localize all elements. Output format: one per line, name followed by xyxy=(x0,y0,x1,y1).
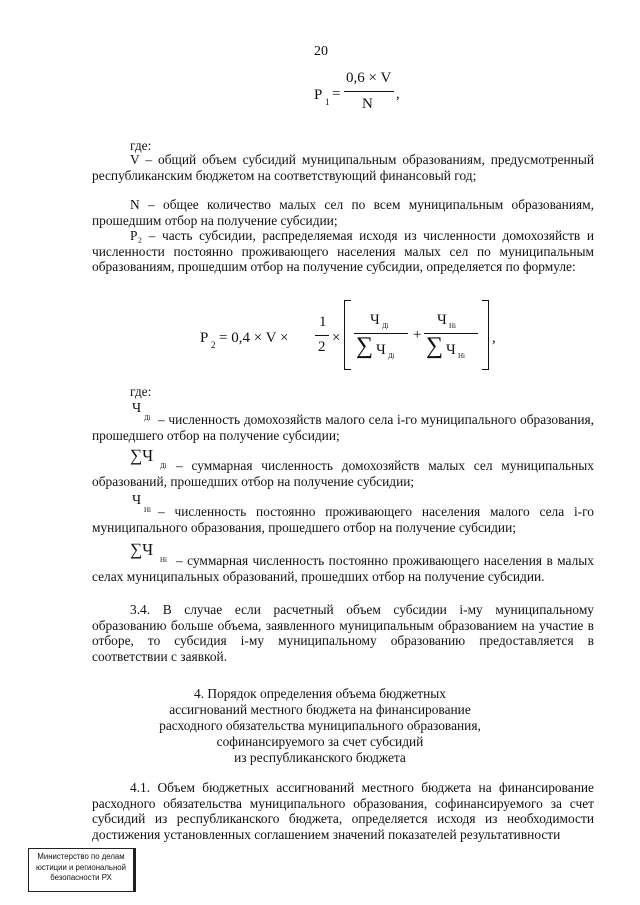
page-number: 20 xyxy=(314,44,328,59)
section-4-heading-line: из республиканского бюджета xyxy=(234,750,406,765)
formula2-lhs: P xyxy=(200,330,209,346)
formula2-lhs-sub: 2 xyxy=(211,340,216,350)
definition-ch-d: – численность домохозяйств малого села i-го муниципального образования, прошедшего отбор на получение субсидии; xyxy=(92,412,594,443)
symbol-ch-n-sub: Нi xyxy=(144,506,151,514)
symbol-sum-ch-n: ∑Ч xyxy=(130,540,154,559)
formula1-fraction-bar xyxy=(344,91,394,92)
formula2-left-bracket xyxy=(344,300,351,370)
formula2-plus: + xyxy=(413,327,422,343)
formula2-term1-den-sub: Дi xyxy=(388,352,395,360)
formula2-times: × xyxy=(332,330,341,346)
formula2-half-num: 1 xyxy=(319,314,327,330)
formula2-half-den: 2 xyxy=(318,339,326,355)
definition-v: V – общий объем субсидий муниципальным образованиям, предусмотренный республиканским бюджетом на соответствующий финансовый год; xyxy=(92,152,594,183)
formula2-term1-num: Ч xyxy=(370,312,380,328)
where-label-1: где: xyxy=(130,138,152,153)
formula2-right-bracket xyxy=(482,300,489,370)
definition-sum-ch-d: – суммарная численность домохозяйств малых сел муниципальных образований, прошедших отбор на получение субсидии; xyxy=(92,458,594,489)
symbol-ch-d-sub: Дi xyxy=(144,414,151,422)
symbol-ch-n: Ч xyxy=(132,493,142,508)
section-4-heading-line: 4. Порядок определения объема бюджетных xyxy=(194,686,446,701)
symbol-sum-ch-n-sub: Нi xyxy=(160,556,167,564)
definition-p2: P₂ – часть субсидии, распределяемая исходя из численности домохозяйств и численности постоянно проживающего населения малых сел по муниципальным образованиям, прошедшим отбор на получение субсидии, определяется по формуле: xyxy=(92,228,594,274)
definition-n: N – общее количество малых сел по всем муниципальным образованиям, прошедшим отбор на получение субсидии; xyxy=(92,197,594,228)
section-4-heading-line: софинансируемого за счет субсидий xyxy=(216,734,424,749)
definition-sum-ch-n: – суммарная численность постоянно проживающего населения в малых селах муниципальных образований, прошедших отбор на получение субсидии. xyxy=(92,553,594,584)
formula1-tail: , xyxy=(396,86,400,102)
paragraph-4-1: 4.1. Объем бюджетных ассигнований местного бюджета на финансирование расходного обязательства муниципального образования, софинансируемого за счет субсидий из республиканского бюджета, определяется исходя из необходимости достижения установленных соглашением значений показателей результативности xyxy=(92,780,594,842)
definition-ch-n: – численность постоянно проживающего населения малого села i-го муниципального образования, прошедшего отбор на получение субсидии; xyxy=(92,504,594,535)
formula2-half-bar xyxy=(315,335,329,336)
section-4-heading-line: расходного обязательства муниципального образования, xyxy=(159,718,481,733)
stamp-line: юстиции и региональной xyxy=(36,862,126,872)
stamp-line: Министерство по делам xyxy=(37,852,125,861)
symbol-ch-d: Ч xyxy=(132,401,142,416)
formula2-term2-num-sub: Нi xyxy=(449,322,456,330)
formula1-lhs: P xyxy=(314,87,323,103)
formula1-lhs-sub: 1 xyxy=(325,97,330,107)
formula2-term1-den: Ч xyxy=(376,342,386,358)
formula2-term2-sigma: ∑ xyxy=(426,333,444,359)
ministry-stamp xyxy=(28,848,136,892)
formula2-term1-num-sub: Дi xyxy=(382,322,389,330)
symbol-sum-ch-d: ∑Ч xyxy=(130,446,154,465)
symbol-sum-ch-d-sub: Дi xyxy=(160,462,167,470)
formula2-term1-sigma: ∑ xyxy=(356,333,374,359)
formula1-eq: = xyxy=(332,86,341,102)
paragraph-3-4: 3.4. В случае если расчетный объем субсидии i-му муниципальному образованию больше объема, заявленного муниципальным образованием на участие в отборе, то субсидия i-му муниципальному образованию предоставляется в соответствии с заявкой. xyxy=(92,602,594,664)
formula2-term2-den: Ч xyxy=(446,342,456,358)
formula2-term2-num: Ч xyxy=(437,312,447,328)
formula1-denominator: N xyxy=(362,96,373,112)
formula1-numerator: 0,6 × V xyxy=(346,70,392,86)
formula2-term2-den-sub: Нi xyxy=(458,352,465,360)
stamp-line: безопасности РХ xyxy=(50,873,112,882)
formula2-coefficient: = 0,4 × V × xyxy=(219,330,289,346)
where-label-2: где: xyxy=(130,384,152,399)
section-4-heading-line: ассигнований местного бюджета на финансирование xyxy=(169,702,471,717)
formula2-tail: , xyxy=(492,330,496,346)
